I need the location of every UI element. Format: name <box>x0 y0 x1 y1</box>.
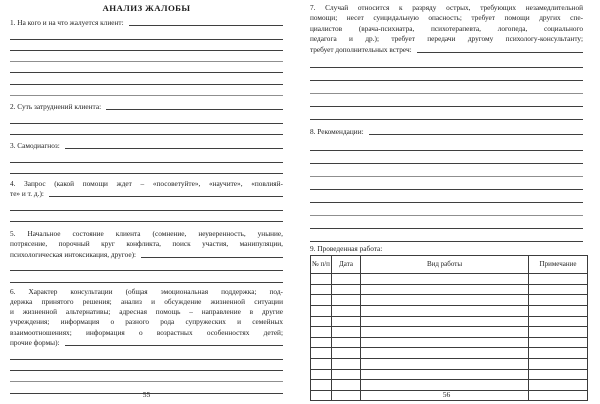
form-item-8-label-row <box>310 127 583 137</box>
table-cell <box>529 327 588 338</box>
blank-line <box>310 151 583 164</box>
blank-line <box>310 68 583 81</box>
form-item-2-blanks <box>10 112 283 135</box>
blank-line <box>310 164 583 177</box>
blank-line <box>310 107 583 120</box>
blank-line <box>10 199 283 210</box>
table-row <box>311 380 588 391</box>
table-row <box>311 358 588 369</box>
form-item-3-blanks <box>10 151 283 174</box>
table-row <box>311 305 588 316</box>
table-cell <box>361 327 529 338</box>
table-cell <box>311 369 332 380</box>
form-item-7-text <box>310 3 583 45</box>
blank-line <box>310 216 583 229</box>
blank-line <box>310 229 583 242</box>
form-item-4 <box>10 179 283 222</box>
item-text-line: и жизненной альтернативы; адресная помощь – направление в другие <box>10 307 283 317</box>
item-text-line: циалистов (врача-психиатра, психотерапевта, логопеда, социального <box>310 23 583 33</box>
table-cell <box>332 348 361 359</box>
form-item-1-label-row <box>10 18 283 28</box>
table-cell <box>529 274 588 285</box>
table-cell <box>311 284 332 295</box>
table-cell <box>529 305 588 316</box>
blank-line <box>10 40 283 51</box>
table-cell <box>529 295 588 306</box>
blank-line <box>10 62 283 73</box>
form-item-5-blanks <box>10 260 283 283</box>
table-cell <box>311 295 332 306</box>
table-cell <box>361 337 529 348</box>
table-cell <box>361 348 529 359</box>
table-row <box>311 327 588 338</box>
page-title: АНАЛИЗ ЖАЛОБЫ <box>102 3 191 13</box>
form-item-6-label-row <box>10 338 283 348</box>
inline-blank-line <box>49 196 283 197</box>
blank-line <box>10 260 283 271</box>
table-cell <box>332 369 361 380</box>
blank-line <box>310 137 583 150</box>
blank-line <box>10 271 283 282</box>
form-item-6-label: прочие формы): <box>10 338 60 348</box>
inline-blank-line <box>65 148 283 149</box>
table-row <box>311 369 588 380</box>
table-cell <box>311 337 332 348</box>
blank-line <box>10 28 283 39</box>
table-cell <box>529 348 588 359</box>
form-item-7-blanks <box>310 55 583 120</box>
form-item-4-label-row <box>10 189 283 199</box>
inline-blank-line <box>65 345 283 346</box>
blank-line <box>10 348 283 359</box>
form-item-9-label: 9. Проведенная работа: <box>310 244 383 254</box>
blank-line <box>10 85 283 96</box>
table-cell <box>529 369 588 380</box>
blank-line <box>10 124 283 135</box>
form-item-7-label: требует дополнительных встреч: <box>310 44 412 54</box>
item-text-line: 5. Начальное состояние клиента (сомнение, неуверенность, уныние, <box>10 229 283 239</box>
table-header-cell: Примечание <box>529 256 588 274</box>
table-cell <box>332 284 361 295</box>
table-cell <box>332 380 361 391</box>
form-item-2 <box>10 102 283 135</box>
item-text-line: держка принятого решения; анализ и обсуждение жизненной ситуации <box>10 296 283 306</box>
form-item-5-label-row <box>10 250 283 260</box>
form-item-4-label: те» и т. д.): <box>10 189 44 199</box>
table-row <box>311 284 588 295</box>
table-cell <box>332 358 361 369</box>
work-log-table <box>310 255 588 401</box>
item-text-line: 4. Запрос (какой помощи ждет – «посоветуйте», «научите», «повлияй- <box>10 178 283 188</box>
item-text-line: педагога и др.); требует передачи другому психологу-консультанту; <box>310 34 583 44</box>
table-cell <box>311 305 332 316</box>
blank-line <box>10 151 283 162</box>
blank-line <box>310 190 583 203</box>
blank-line <box>10 51 283 62</box>
blank-line <box>10 73 283 84</box>
table-cell <box>311 380 332 391</box>
form-item-5 <box>10 229 283 282</box>
table-cell <box>332 305 361 316</box>
table-cell <box>529 358 588 369</box>
form-item-7 <box>310 3 583 120</box>
form-item-6 <box>10 287 283 394</box>
table-row <box>311 348 588 359</box>
table-header-row <box>311 256 588 274</box>
form-item-8-blanks <box>310 137 583 242</box>
table-cell <box>332 337 361 348</box>
item-text-line: учреждения; информация о разного рода супружеских и семейных <box>10 317 283 327</box>
item-text-line: помощи; несет суицидальную опасность; требует помощи других спе- <box>310 13 583 23</box>
table-cell <box>332 295 361 306</box>
form-item-7-label-row <box>310 45 583 55</box>
right-page <box>300 0 600 404</box>
form-item-2-label-row <box>10 102 283 112</box>
table-cell <box>361 295 529 306</box>
inline-blank-line <box>129 25 283 26</box>
table-cell <box>332 274 361 285</box>
table-cell <box>361 284 529 295</box>
item-text-line: 6. Характер консультации (общая эмоциональная поддержка; под- <box>10 286 283 296</box>
table-row <box>311 295 588 306</box>
table-cell <box>311 358 332 369</box>
table-cell <box>311 348 332 359</box>
blank-line <box>10 112 283 123</box>
form-item-4-blanks <box>10 199 283 222</box>
table-cell <box>361 369 529 380</box>
table-header-cell: Дата <box>332 256 361 274</box>
form-item-9 <box>310 244 583 401</box>
blank-line <box>310 81 583 94</box>
table-row <box>311 337 588 348</box>
table-header-cell: Вид работы <box>361 256 529 274</box>
table-cell <box>361 305 529 316</box>
table-cell <box>361 380 529 391</box>
form-item-8-label: 8. Рекомендации: <box>310 127 364 137</box>
item-text-line: 7. Случай относится к разряду острых, требующих незамедлительной <box>310 3 583 12</box>
form-item-6-blanks <box>10 348 283 393</box>
table-cell <box>529 284 588 295</box>
form-item-4-text <box>10 179 283 189</box>
table-header-cell: № п/п <box>311 256 332 274</box>
page-number-right: 56 <box>442 390 451 399</box>
form-item-1-label: 1. На кого и на что жалуется клиент: <box>10 18 124 27</box>
form-item-5-label: психологическая интоксикация, другое): <box>10 249 137 259</box>
form-item-3-label: 3. Самодиагноз: <box>10 140 60 150</box>
inline-blank-line <box>141 257 283 258</box>
blank-line <box>310 94 583 107</box>
form-item-3 <box>10 141 283 174</box>
blank-line <box>10 360 283 371</box>
table-cell <box>361 316 529 327</box>
form-item-6-text <box>10 287 283 338</box>
table-cell <box>311 316 332 327</box>
table-row <box>311 274 588 285</box>
blank-line <box>310 177 583 190</box>
item-text-line: взаимоотношениях; информация о возрастных особенностях детей; <box>10 327 283 337</box>
blank-line <box>310 203 583 216</box>
inline-blank-line <box>417 52 583 53</box>
inline-blank-line <box>369 134 583 135</box>
form-item-5-text <box>10 229 283 250</box>
table-cell <box>311 274 332 285</box>
page-number-left: 55 <box>142 390 151 399</box>
table-cell <box>311 327 332 338</box>
blank-line <box>10 371 283 382</box>
table-cell <box>529 380 588 391</box>
table-cell <box>361 274 529 285</box>
form-item-3-label-row <box>10 141 283 151</box>
table-cell <box>332 316 361 327</box>
blank-line <box>310 55 583 68</box>
form-item-1 <box>10 18 283 96</box>
table-cell <box>529 337 588 348</box>
table-row <box>311 316 588 327</box>
table-cell <box>529 316 588 327</box>
table-cell <box>332 327 361 338</box>
blank-line <box>10 211 283 222</box>
inline-blank-line <box>106 109 283 110</box>
table-cell <box>361 358 529 369</box>
form-item-2-label: 2. Суть затруднений клиента: <box>10 102 102 112</box>
form-item-8 <box>310 127 583 242</box>
item-text-line: потрясение, порочный круг конфликта, поиск участия, манипуляции, <box>10 239 283 249</box>
form-item-1-blanks <box>10 28 283 96</box>
blank-line <box>10 163 283 174</box>
